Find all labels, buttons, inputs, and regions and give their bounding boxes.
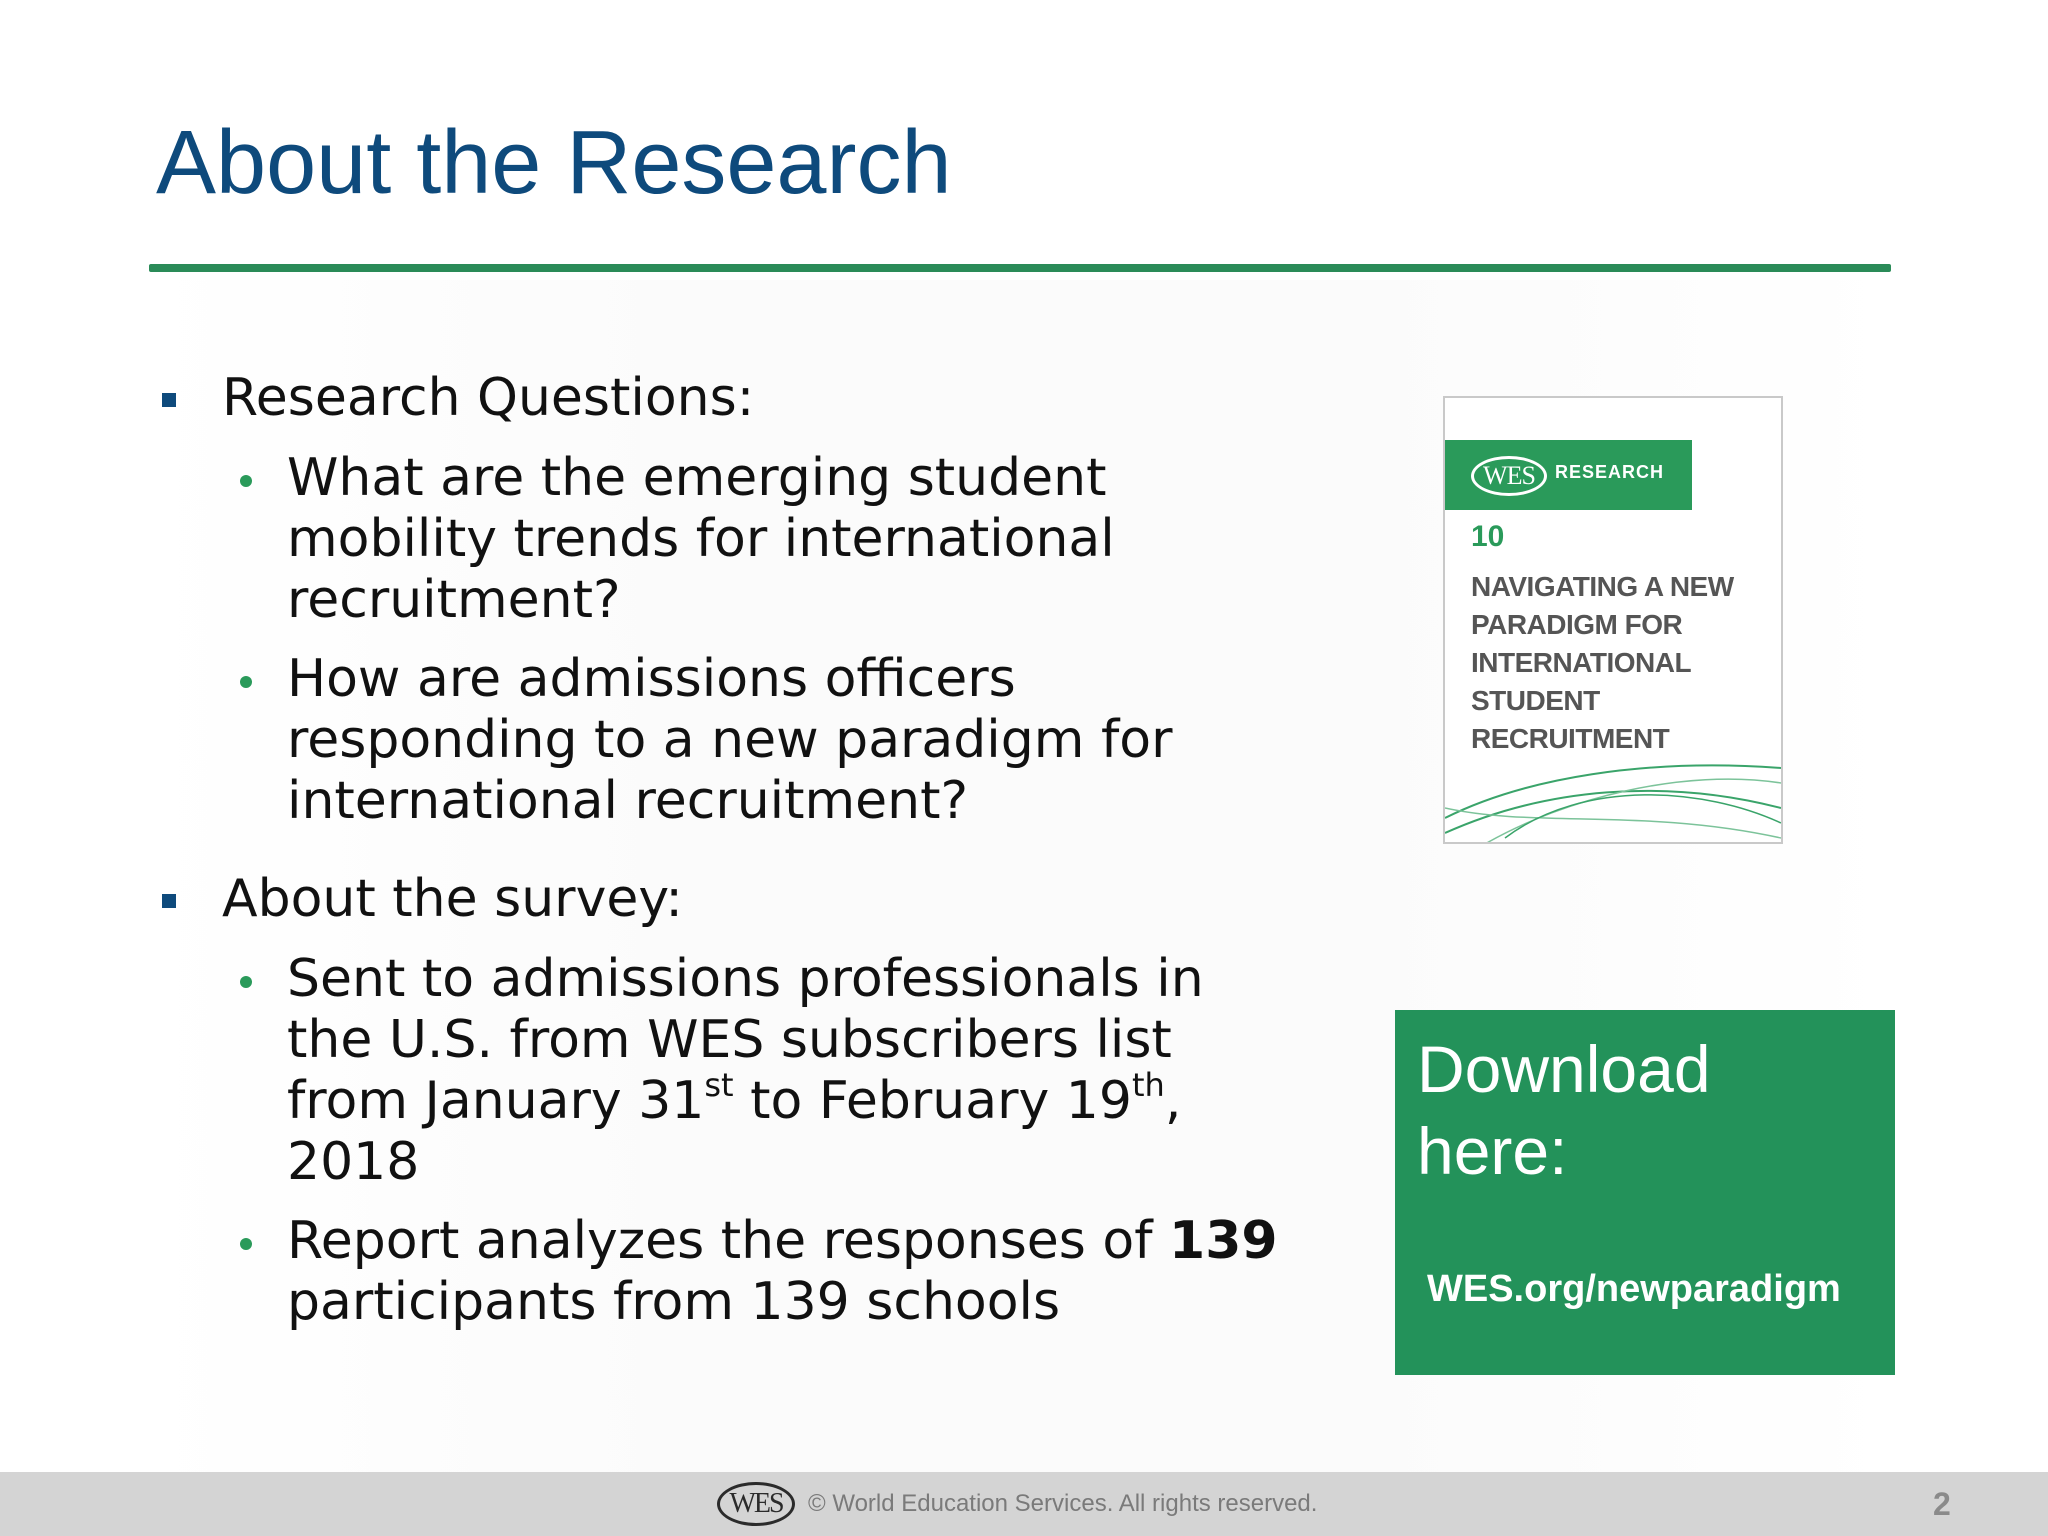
square-bullet-icon [162,894,176,908]
dot-bullet-icon [240,1238,252,1250]
report-cover-image[interactable] [1443,396,1783,844]
download-title: Download here: [1417,1032,1711,1188]
download-link[interactable]: WES.org/newparadigm [1427,1268,1841,1310]
dot-bullet-icon [240,676,252,688]
cover-brand-label: RESEARCH [1555,462,1665,482]
list-item-report-analyzes: Report analyzes the responses of 139 participants from 139 schools [287,1211,1278,1332]
dot-bullet-icon [240,976,252,988]
copyright-text: © World Education Services. All rights reserved. [808,1490,1318,1517]
cover-brand-band [1445,440,1692,510]
list-item-question-1: What are the emerging student mobility trends for international recruitment? [287,448,1115,630]
list-item-question-2: How are admissions officers responding to a new paradigm for international recruitment? [287,649,1173,831]
section-heading-research-questions: Research Questions: [222,368,755,428]
wes-logo-icon: WES [717,1482,795,1526]
dot-bullet-icon [240,475,252,487]
slide-title: About the Research [156,113,952,213]
footer [0,1472,2048,1536]
page-number: 2 [1933,1486,1951,1522]
wes-logo-icon: WES [1471,456,1547,496]
cover-issue-number: 10 [1471,520,1505,553]
download-box[interactable] [1395,1010,1895,1375]
list-item-survey-sent: Sent to admissions professionals in the U.S. from WES subscribers list from January 31st to February 19th, 2018 [287,949,1204,1192]
title-divider [149,264,1891,272]
cover-title: NAVIGATING A NEW PARADIGM FOR INTERNATIONAL STUDENT RECRUITMENT [1471,571,1734,754]
square-bullet-icon [162,393,176,407]
cover-wave-lines [1445,748,1781,844]
section-heading-about-survey: About the survey: [222,869,683,929]
